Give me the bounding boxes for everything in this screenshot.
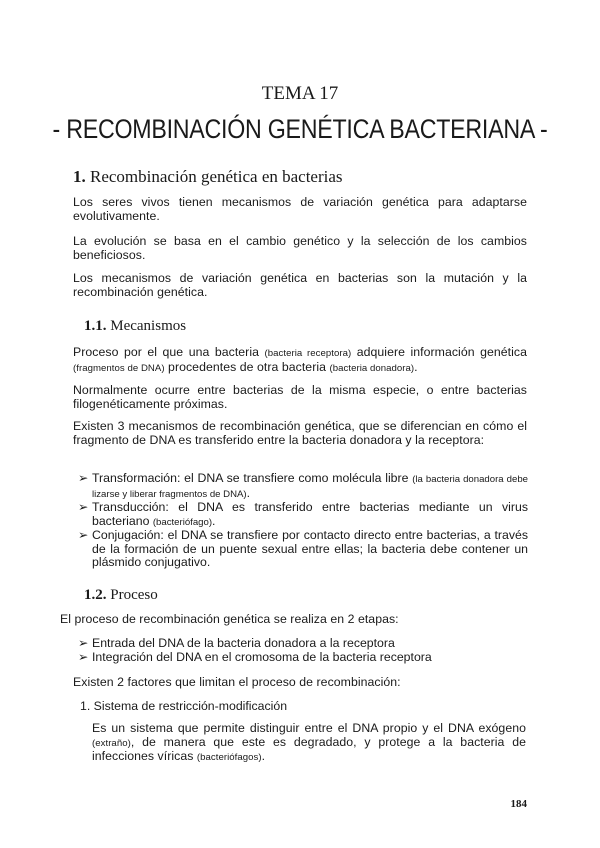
- text: .: [414, 359, 418, 374]
- text: Entrada del DNA de la bacteria donadora a la receptora: [92, 636, 395, 650]
- section-1-2-number: 1.2.: [84, 587, 107, 603]
- page-number: 184: [510, 798, 527, 810]
- text: adquiere información genética: [351, 345, 527, 359]
- section-1-number: 1.: [73, 167, 86, 186]
- section-1-2-title: Proceso: [110, 587, 158, 603]
- section-1-1-number: 1.1.: [84, 318, 107, 334]
- section-1-2-heading: [84, 587, 158, 604]
- arrow-bullet-icon: ➢: [78, 471, 89, 485]
- paragraph: Existen 2 factores que limitan el proceso de recombinación:: [73, 675, 401, 689]
- section-1-title: Recombinación genética en bacterias: [90, 167, 343, 186]
- note: (bacteria donadora): [329, 362, 415, 374]
- paragraph: La evolución se basa en el cambio genético y la selección de los cambios beneficiosos.: [73, 234, 527, 262]
- list-item: [78, 637, 528, 651]
- paragraph: El proceso de recombinación genética se realiza en 2 etapas:: [60, 612, 399, 626]
- text: .: [212, 513, 216, 528]
- section-1-heading: [73, 167, 343, 187]
- section-1-1-heading: [84, 318, 186, 335]
- chapter-label: TEMA 17: [261, 83, 339, 104]
- section-1-1-title: Mecanismos: [110, 318, 187, 334]
- text: Integración del DNA en el cromosoma de la bacteria receptora: [92, 649, 432, 664]
- text: Conjugación: el DNA se transfiere por contacto directo entre bacterias, a través de la formación de un puente sexual entre ellas; la bacteria debe contener un plásmido conjugativo.: [92, 528, 528, 569]
- paragraph: Existen 3 mecanismos de recombinación genética, que se diferencian en cómo el fragmento de DNA es transferido entre la bacteria donadora y la receptora:: [73, 419, 527, 447]
- text: Transformación: el DNA se transfiere como molécula libre: [92, 471, 413, 485]
- note: (la bacteria donadora debe lizarse y liberar fragmentos de DNA): [92, 474, 528, 500]
- paragraph: [92, 722, 526, 765]
- paragraph: Normalmente ocurre entre bacterias de la misma especie, o entre bacterias filogenéticamente próximas.: [73, 383, 527, 411]
- note: (bacteria receptora): [264, 348, 352, 359]
- text: .: [261, 749, 266, 763]
- text: Transducción: el DNA es transferido entre bacterias mediante un virus bacteriano: [92, 500, 528, 528]
- note: (extraño): [92, 737, 131, 749]
- list-item: [78, 472, 528, 501]
- arrow-bullet-icon: ➢: [78, 649, 89, 664]
- arrow-bullet-icon: ➢: [78, 636, 89, 650]
- text: Es un sistema que permite distinguir entre el DNA propio y el DNA exógeno: [92, 721, 526, 735]
- numbered-item: 1. Sistema de restricción-modificación: [80, 699, 288, 713]
- mechanism-list: [78, 472, 528, 570]
- text: .: [246, 485, 251, 500]
- list-item: [78, 529, 528, 570]
- arrow-bullet-icon: ➢: [78, 528, 89, 542]
- note: (bacteriófago): [152, 516, 213, 528]
- paragraph: Los seres vivos tienen mecanismos de variación genética para adaptarse evolutivamente.: [73, 195, 527, 223]
- paragraph: [73, 346, 527, 375]
- text: Proceso por el que una bacteria: [73, 345, 265, 359]
- list-item: [78, 651, 528, 665]
- text: procedentes de otra bacteria: [164, 359, 330, 374]
- paragraph: Los mecanismos de variación genética en bacterias son la mutación y la recombinación genética.: [73, 271, 527, 299]
- arrow-bullet-icon: ➢: [78, 500, 89, 514]
- stage-list: [78, 637, 528, 664]
- note: (fragmentos de DNA): [73, 362, 165, 374]
- note: (bacteriófagos): [196, 752, 262, 763]
- list-item: [78, 501, 528, 529]
- chapter-title: - RECOMBINACIÓN GENÉTICA BACTERIANA -: [52, 114, 548, 144]
- text: , de manera que este es degradado, y protege a la bacteria de infecciones víricas: [92, 734, 526, 763]
